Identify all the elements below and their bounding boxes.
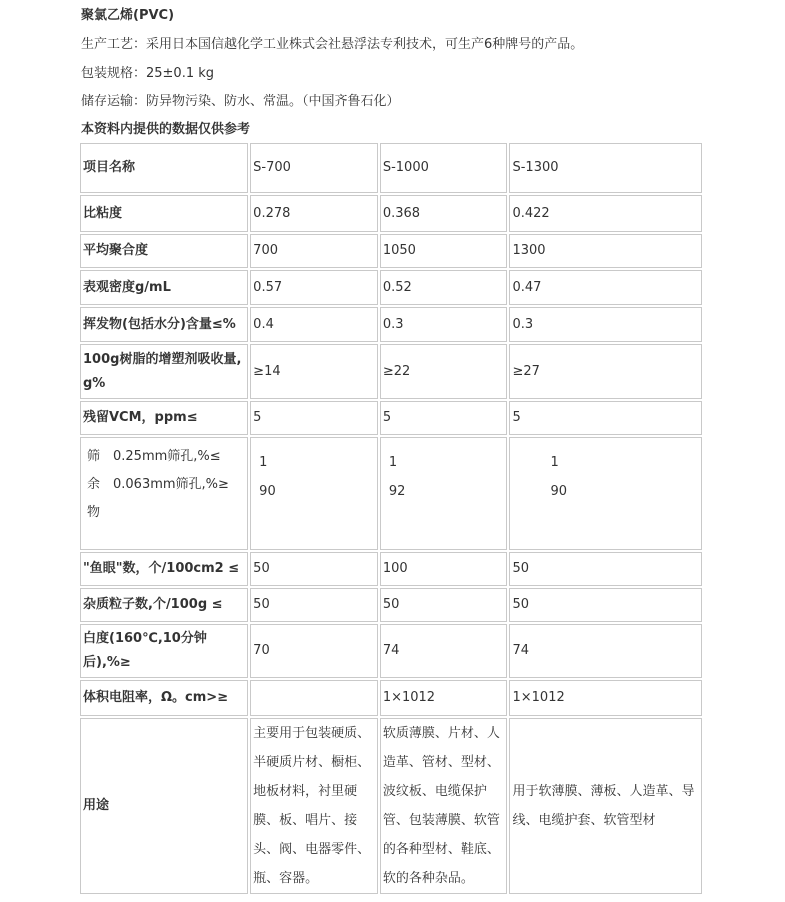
cell-s1300: 0.422 [509, 195, 702, 232]
packing-spec: 包装规格：25±0.1 kg [81, 66, 215, 81]
sieve-value: 1 [388, 455, 398, 470]
disclaimer-note: 本资料内提供的数据仅供参考 [81, 122, 251, 137]
cell-s1000: 0.3 [380, 307, 508, 342]
cell-s700: 0.4 [250, 307, 378, 342]
cell-s700 [250, 680, 378, 716]
cell-s1000: 0.368 [380, 195, 508, 232]
row-label: 残留VCM，ppm≤ [80, 401, 248, 435]
sieve-item: 0.25mm筛孔,%≤ [113, 449, 221, 464]
row-label: 表观密度g/mL [80, 270, 248, 305]
cell-s700: 50 [250, 588, 378, 622]
sieve-value: 92 [388, 484, 406, 499]
row-label: 挥发物(包括水分)含量≤% [80, 307, 248, 342]
cell-s1000: 1050 [380, 234, 508, 268]
sieve-value: 1 [550, 455, 559, 470]
table-header-row [80, 143, 702, 193]
usage-row [80, 718, 702, 894]
usage-s700: 主要用于包装硬质、半硬质片材、橱柜、地板材料，衬里硬膜、板、唱片、接头、阀、电器零件、瓶、容器。 [250, 718, 378, 894]
cell-s700: 5 [250, 401, 378, 435]
cell-s700: 70 [250, 624, 378, 678]
table-row [80, 234, 702, 268]
table-row [80, 307, 702, 342]
cell-s1000: 74 [380, 624, 508, 678]
table-row [80, 552, 702, 586]
row-label: 白度(160℃,10分钟后),%≥ [80, 624, 248, 678]
table-row [80, 680, 702, 716]
cell-s1300: 1×1012 [509, 680, 702, 716]
row-label: 100g树脂的增塑剂吸收量, g% [80, 344, 248, 399]
storage-transport: 储存运输：防异物污染、防水、常温。（中国齐鲁石化） [81, 94, 400, 109]
cell-s1300: 74 [509, 624, 702, 678]
sieve-row [80, 437, 702, 550]
table-row [80, 588, 702, 622]
sieve-s1000 [380, 437, 508, 550]
cell-s1300: 50 [509, 552, 702, 586]
sieve-char: 余 [87, 477, 101, 492]
table-row [80, 401, 702, 435]
table-row [80, 624, 702, 678]
header-s1300: S-1300 [509, 143, 702, 193]
sieve-s1300 [509, 437, 702, 550]
row-label: "鱼眼"数，个/100cm2 ≤ [80, 552, 248, 586]
spec-table [78, 141, 704, 896]
cell-s700: 0.278 [250, 195, 378, 232]
cell-s1000: 100 [380, 552, 508, 586]
row-label: 体积电阻率，Ω。cm>≥ [80, 680, 248, 716]
process-description: 生产工艺：采用日本国信越化学工业株式会社悬浮法专利技术，可生产6种牌号的产品。 [81, 37, 584, 52]
usage-label: 用途 [80, 718, 248, 894]
header-item-name: 项目名称 [80, 143, 248, 193]
cell-s1000: ≥22 [380, 344, 508, 399]
cell-s1300: 50 [509, 588, 702, 622]
cell-s1300: 0.47 [509, 270, 702, 305]
cell-s1000: 1×1012 [380, 680, 508, 716]
header-s700: S-700 [250, 143, 378, 193]
sieve-item: 0.063mm筛孔,%≥ [113, 477, 229, 492]
sieve-char: 物 [87, 505, 101, 520]
cell-s1000: 5 [380, 401, 508, 435]
table-row [80, 270, 702, 305]
cell-s700: 0.57 [250, 270, 378, 305]
cell-s1300: ≥27 [509, 344, 702, 399]
sieve-value: 1 [259, 455, 268, 470]
sieve-label-cell [80, 437, 248, 550]
row-label: 比粘度 [80, 195, 248, 232]
sieve-char: 筛 [87, 449, 101, 464]
product-title: 聚氯乙烯(PVC) [81, 8, 175, 23]
table-row [80, 344, 702, 399]
cell-s1000: 0.52 [380, 270, 508, 305]
sieve-s700 [250, 437, 378, 550]
cell-s700: ≥14 [250, 344, 378, 399]
cell-s1300: 0.3 [509, 307, 702, 342]
sieve-value: 90 [550, 484, 568, 499]
usage-s1000: 软质薄膜、片材、人造革、管材、型材、波纹板、电缆保护管、包装薄膜、软管的各种型材、鞋底、软的各种杂品。 [380, 718, 508, 894]
sieve-value: 90 [259, 484, 276, 499]
table-row [80, 195, 702, 232]
header-s1000: S-1000 [380, 143, 508, 193]
cell-s1300: 5 [509, 401, 702, 435]
cell-s1000: 50 [380, 588, 508, 622]
cell-s1300: 1300 [509, 234, 702, 268]
usage-s1300: 用于软薄膜、薄板、人造革、导线、电缆护套、软管型材 [509, 718, 702, 894]
row-label: 平均聚合度 [80, 234, 248, 268]
cell-s700: 50 [250, 552, 378, 586]
cell-s700: 700 [250, 234, 378, 268]
row-label: 杂质粒子数,个/100g ≤ [80, 588, 248, 622]
